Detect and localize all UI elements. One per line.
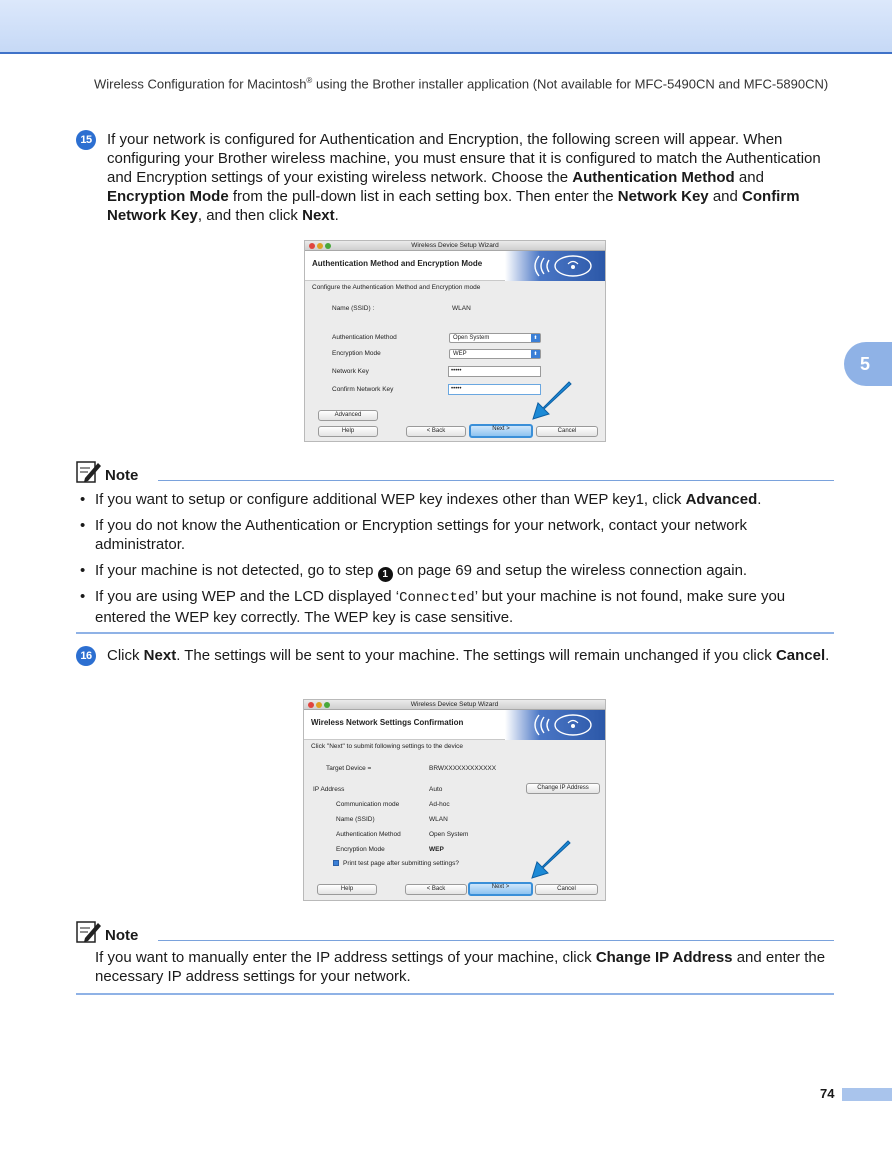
ip-address-label: IP Address (313, 786, 345, 793)
window-title: Wireless Device Setup Wizard (410, 701, 499, 708)
note-label: Note (105, 927, 139, 944)
banner-title: Authentication Method and Encryption Mode (312, 259, 483, 268)
auth-method-label: Authentication Method (332, 334, 397, 341)
target-device-value: BRWXXXXXXXXXXXX (429, 765, 497, 772)
auth-method-value: Open System (429, 831, 469, 838)
comm-mode-label: Communication mode (336, 801, 400, 808)
window-titlebar (304, 700, 605, 710)
list-item: • If your machine is not detected, go to step 1 on page 69 and setup the wireless connection again. (80, 562, 748, 580)
help-button[interactable]: Help (317, 884, 377, 895)
comm-mode-value: Ad-hoc (429, 801, 450, 808)
advanced-button[interactable]: Advanced (318, 410, 378, 421)
step-16-text: Click Next. The settings will be sent to your machine. The settings will remain unchanged if you click Cancel. (107, 647, 830, 664)
wireless-logo-icon (505, 710, 605, 740)
ssid-label: Name (SSID) (336, 816, 375, 823)
confirm-key-input[interactable]: ••••• (448, 384, 541, 395)
auth-method-select[interactable]: Open System ⬍ (449, 333, 541, 343)
banner-title: Wireless Network Settings Confirmation (311, 718, 464, 727)
print-test-checkbox[interactable] (333, 860, 339, 866)
page-number: 74 (820, 1086, 835, 1101)
next-button[interactable]: Next > (468, 882, 533, 896)
dialog-subtitle: Click "Next" to submit following settings to the device (311, 743, 464, 750)
list-item: • If you are using WEP and the LCD displayed ‘Connected’ but your machine is not found, make sure you entered the WEP key correctly. The WEP key is case sensitive. (80, 588, 786, 626)
cancel-button[interactable]: Cancel (535, 884, 598, 895)
note-2-header (76, 920, 138, 944)
select-arrows-icon: ⬍ (531, 350, 540, 358)
cancel-button[interactable]: Cancel (536, 426, 598, 437)
window-title: Wireless Device Setup Wizard (411, 242, 499, 249)
note-1-header (76, 460, 138, 484)
pointer-arrow-icon (529, 381, 575, 423)
target-device-label: Target Device = (326, 765, 372, 772)
print-test-label: Print test page after submitting settings? (343, 860, 459, 867)
back-button[interactable]: < Back (405, 884, 467, 895)
encryption-mode-label: Encryption Mode (336, 846, 385, 853)
next-button[interactable]: Next > (469, 424, 533, 438)
list-item: • If you want to setup or configure additional WEP key indexes other than WEP key1, click Advanced. (80, 491, 762, 508)
note-rule (158, 940, 834, 941)
step-ref-badge: 1 (378, 567, 393, 582)
step-15-text: If your network is configured for Authentication and Encryption, the following screen will appear. When configuring your Brother wireless machine, you must ensure that it is configured to match the Authentication and Encryption settings of your existing wireless network. Choose the Authentication Method and Encryption Mode from the pull-down list in each setting box. Then enter the Network Key and Confirm Network Key, and then click Next. (107, 131, 821, 224)
select-arrows-icon: ⬍ (531, 334, 540, 342)
step-16-badge: 16 (76, 646, 96, 666)
ssid-value: WLAN (429, 816, 448, 823)
dialog-banner (304, 710, 605, 740)
list-item: • If you do not know the Authentication or Encryption settings for your network, contact your network administrator. (80, 517, 748, 553)
network-key-input[interactable]: ••••• (448, 366, 541, 377)
note-1-bottom-rule (76, 632, 834, 634)
wireless-logo-icon (505, 251, 605, 281)
ssid-label: Name (SSID) : (332, 305, 375, 312)
auth-method-label: Authentication Method (336, 831, 401, 838)
encryption-mode-select[interactable]: WEP ⬍ (449, 349, 541, 359)
note-pencil-icon (76, 460, 102, 484)
page-number-bar (842, 1088, 892, 1101)
dialog-subtitle: Configure the Authentication Method and Encryption mode (312, 284, 481, 291)
pointer-arrow-icon (528, 840, 574, 882)
note-pencil-icon (76, 920, 102, 944)
encryption-mode-label: Encryption Mode (332, 350, 381, 357)
running-header: Wireless Configuration for Macintosh® using the Brother installer application (Not available for MFC-5490CN and MFC-5890CN) (94, 76, 829, 92)
help-button[interactable]: Help (318, 426, 378, 437)
window-titlebar (305, 241, 605, 251)
note-label: Note (105, 467, 139, 484)
confirm-key-label: Confirm Network Key (332, 386, 394, 393)
encryption-mode-value: WEP (429, 846, 444, 853)
note-2-text: If you want to manually enter the IP address settings of your machine, click Change IP Address and enter the necessary IP address settings for your network. (95, 949, 826, 985)
settings-confirmation-dialog-screenshot (303, 699, 606, 901)
auth-encryption-dialog-screenshot (304, 240, 606, 442)
note-2-bottom-rule (76, 993, 834, 995)
back-button[interactable]: < Back (406, 426, 466, 437)
top-band (0, 0, 892, 54)
chapter-tab: 5 (844, 342, 892, 386)
ssid-value: WLAN (452, 305, 471, 312)
step-15-badge: 15 (76, 130, 96, 150)
note-rule (158, 480, 834, 481)
network-key-label: Network Key (332, 368, 369, 375)
ip-address-value: Auto (429, 786, 443, 793)
change-ip-address-button[interactable]: Change IP Address (526, 783, 600, 794)
dialog-banner (305, 251, 605, 281)
